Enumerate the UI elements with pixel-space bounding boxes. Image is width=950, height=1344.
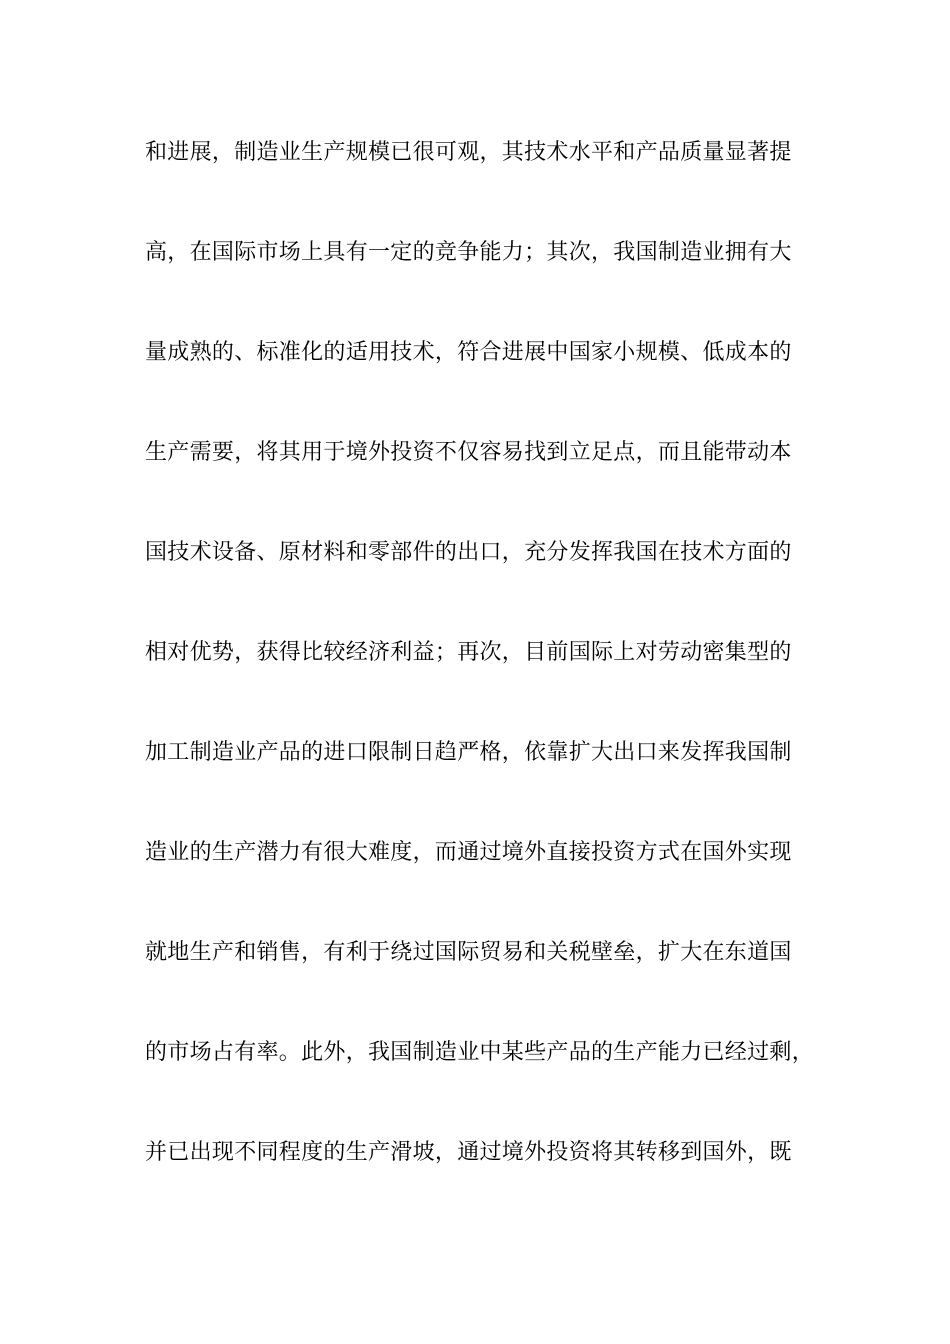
text-line: 高，在国际市场上具有一定的竞争能力；其次，我国制造业拥有大 <box>145 240 792 265</box>
text-line: 造业的生产潜力有很大难度，而通过境外直接投资方式在国外实现 <box>145 840 792 865</box>
body-text <box>145 131 845 1231</box>
text-line: 量成熟的、标准化的适用技术，符合进展中国家小规模、低成本的 <box>145 340 792 365</box>
text-line: 并已出现不同程度的生产滑坡，通过境外投资将其转移到国外，既 <box>145 1140 792 1165</box>
text-line: 和进展，制造业生产规模已很可观，其技术水平和产品质量显著提 <box>145 140 792 165</box>
text-line: 加工制造业产品的进口限制日趋严格，依靠扩大出口来发挥我国制 <box>145 740 792 765</box>
text-line: 的市场占有率。此外，我国制造业中某些产品的生产能力已经过剩， <box>145 1040 815 1065</box>
text-line: 生产需要，将其用于境外投资不仅容易找到立足点，而且能带动本 <box>145 440 792 465</box>
text-line: 相对优势，获得比较经济利益；再次，目前国际上对劳动密集型的 <box>145 640 792 665</box>
text-line: 就地生产和销售，有利于绕过国际贸易和关税壁垒，扩大在东道国 <box>145 940 792 965</box>
text-line: 国技术设备、原材料和零部件的出口，充分发挥我国在技术方面的 <box>145 540 792 565</box>
